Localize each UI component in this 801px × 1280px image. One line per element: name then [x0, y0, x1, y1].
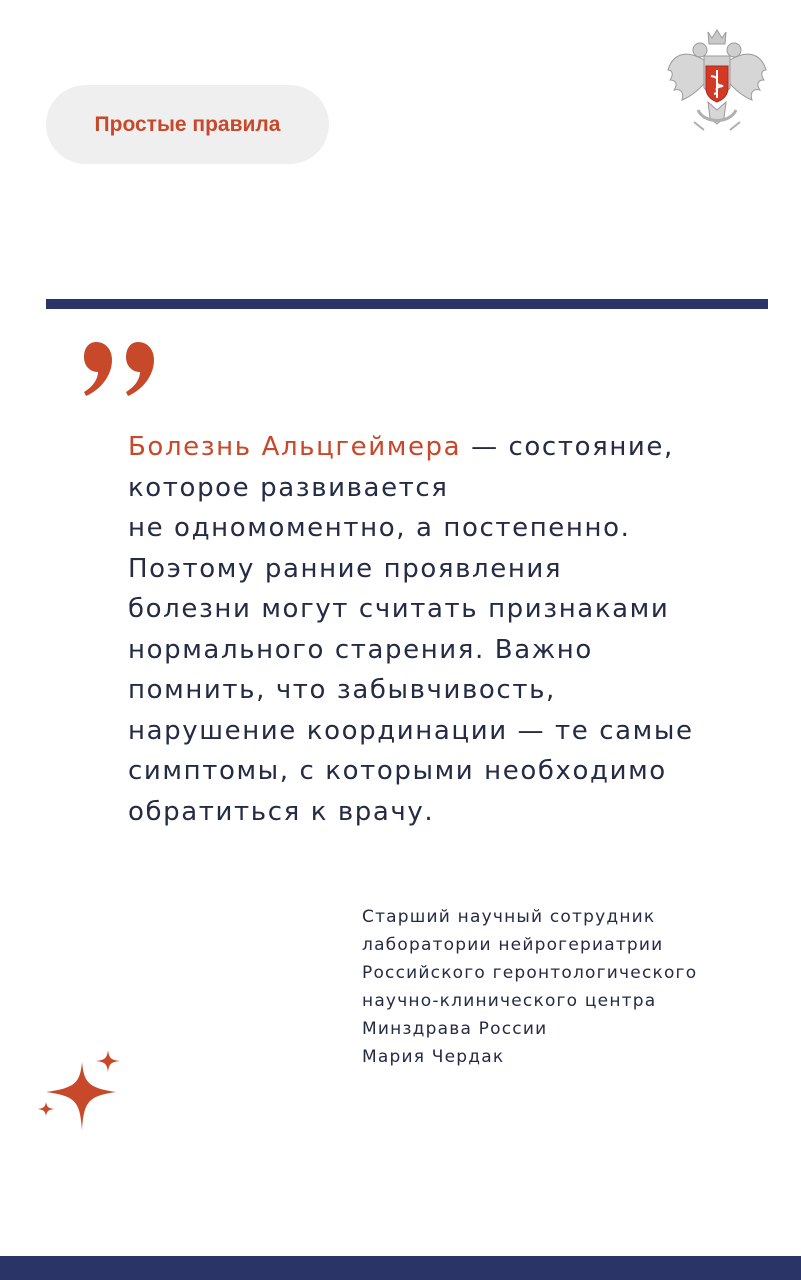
quote-line: Поэтому ранние проявления: [128, 553, 563, 584]
author-name: Мария Чердак: [362, 1047, 505, 1067]
quote-line: нарушение координации — те самые: [128, 715, 694, 746]
quote-line: — состояние,: [461, 432, 674, 462]
quote-line: не одномоментно, а постепенно.: [128, 513, 631, 543]
quote-line: обратиться к врачу.: [128, 796, 435, 827]
sparkles-icon: [36, 1048, 128, 1132]
quote-line: нормального старения. Важно: [128, 634, 593, 665]
quote-line: симптомы, с которыми необходимо: [128, 756, 667, 786]
double-headed-eagle-emblem-icon: [664, 26, 770, 134]
closing-quote-icon: [82, 340, 162, 400]
quote-line: которое развивается: [128, 472, 449, 503]
quote-line: помнить, что забывчивость,: [128, 675, 556, 705]
author-line: Российского геронтологического: [362, 963, 698, 983]
quote-text: [128, 427, 768, 832]
quote-highlight: Болезнь Альцгеймера: [128, 432, 462, 462]
category-badge-label: Простые правила: [94, 112, 281, 136]
bottom-bar: [0, 1256, 801, 1280]
quote-line: болезни могут считать признаками: [128, 594, 670, 624]
category-badge: [46, 85, 329, 164]
author-line: научно-клинического центра: [362, 991, 657, 1011]
author-line: Минздрава России: [362, 1019, 548, 1039]
author-attribution: [362, 903, 782, 1071]
quote-first-line: [128, 427, 768, 468]
author-line: Старший научный сотрудник: [362, 907, 656, 927]
author-line: лаборатории нейрогериатрии: [362, 935, 664, 955]
top-divider: [46, 299, 768, 309]
